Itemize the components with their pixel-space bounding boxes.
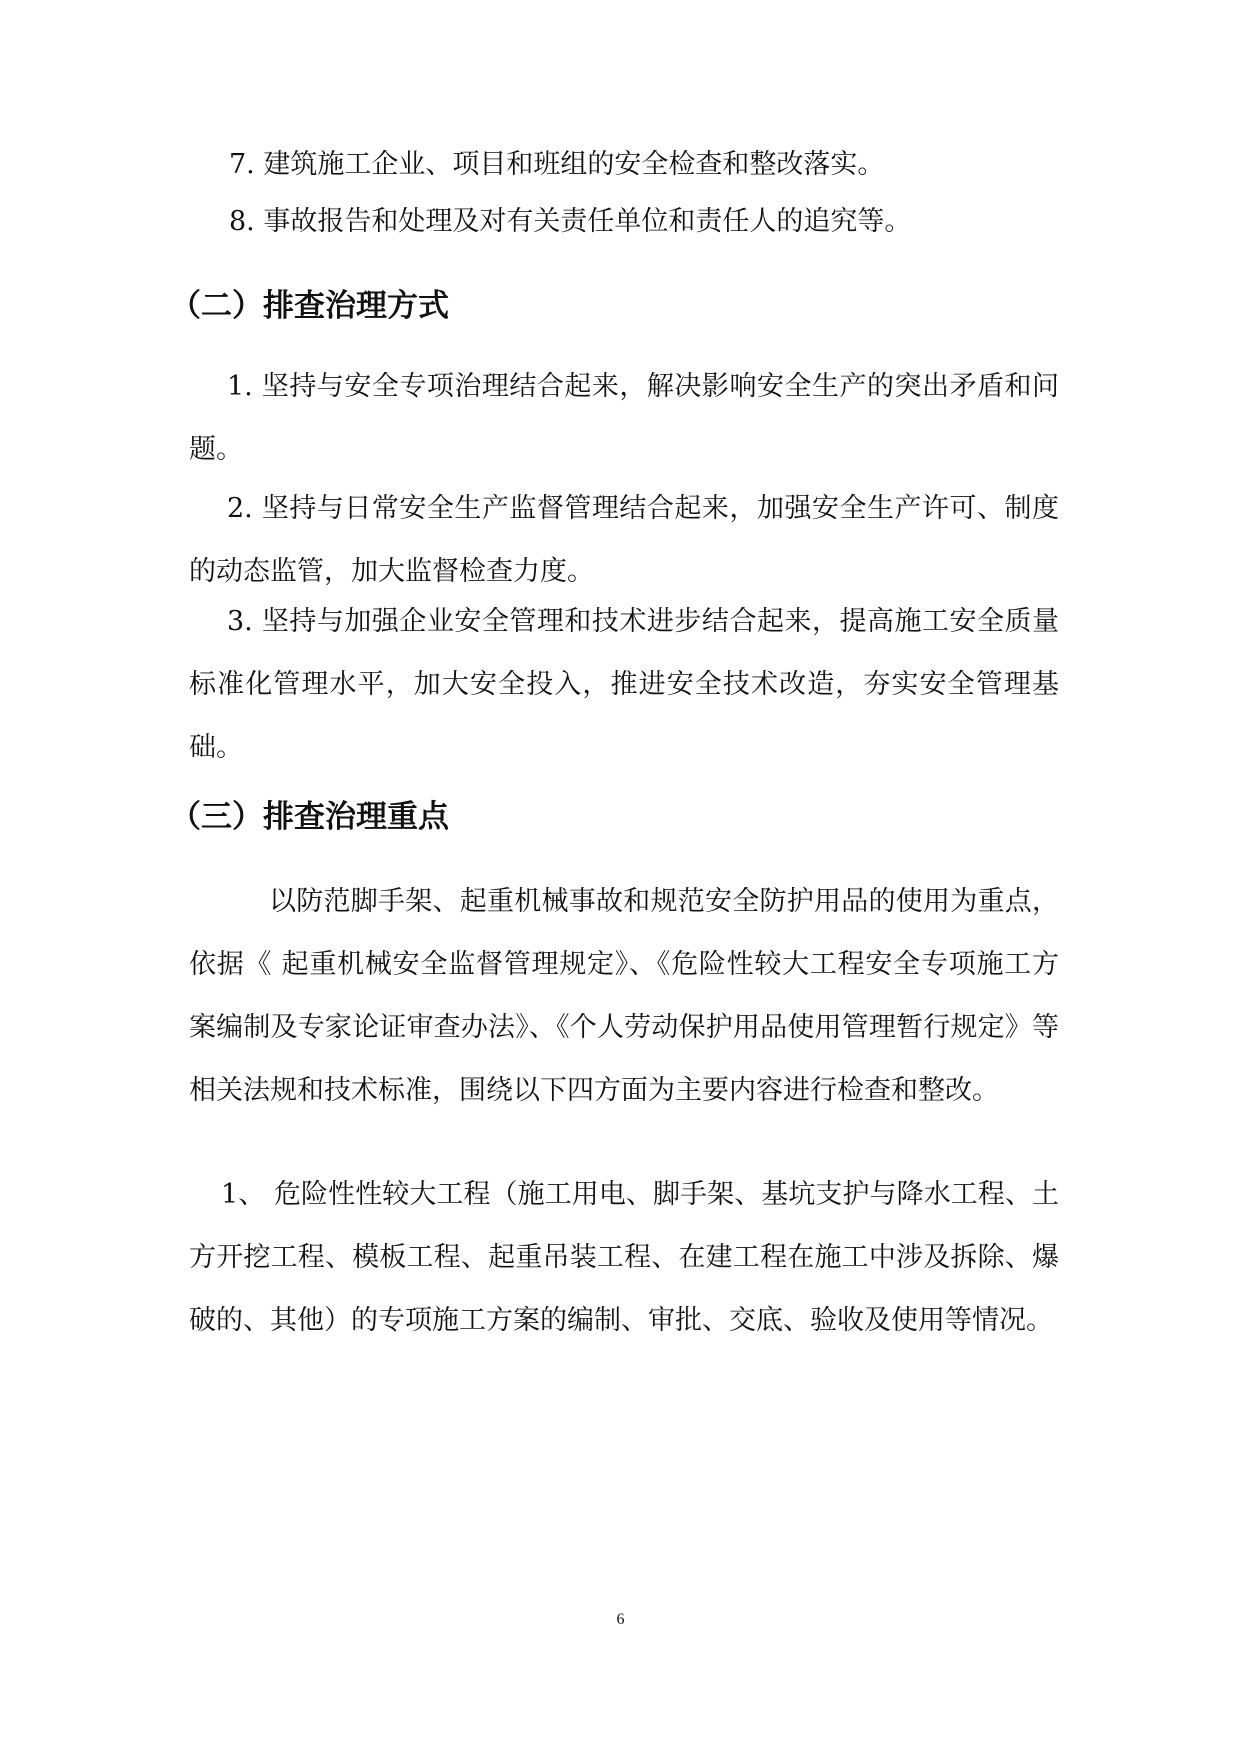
paragraph-2-3: 3. 坚持与加强企业安全管理和技术进步结合起来，提高施工安全质量标准化管理水平，加大安全投入，推进安全技术改造，夯实安全管理基础。 <box>189 606 1059 763</box>
paragraph-2-1: 1. 坚持与安全专项治理结合起来，解决影响安全生产的突出矛盾和问题。 <box>189 371 1059 465</box>
section-heading-2: （二）排查治理方式 <box>170 288 449 324</box>
page-number: 6 <box>616 1611 625 1628</box>
list-item-7: 7. 建筑施工企业、项目和班组的安全检查和整改落实。 <box>229 149 885 180</box>
paragraph-3-intro: 以防范脚手架、起重机械事故和规范安全防护用品的使用为重点，依据《 起重机械安全监督管理规定》、《危险性较大工程安全专项施工方案编制及专家论证审查办法》、《个人劳动保护用品使用管理暂行规定》等相关法规和技术标准，围绕以下四方面为主要内容进行检查和整改。 <box>189 886 1059 1106</box>
paragraph-3-item-1: 1、 危险性性较大工程（施工用电、脚手架、基坑支护与降水工程、土方开挖工程、模板工程、起重吊装工程、在建工程在施工中涉及拆除、爆破的、其他）的专项施工方案的编制、审批、交底、验收及使用等情况。 <box>189 1179 1059 1336</box>
paragraph-2-2: 2. 坚持与日常安全生产监督管理结合起来，加强安全生产许可、制度的动态监管，加大监督检查力度。 <box>189 493 1059 587</box>
list-item-8: 8. 事故报告和处理及对有关责任单位和责任人的追究等。 <box>229 206 912 237</box>
section-heading-3: （三）排查治理重点 <box>170 799 449 835</box>
